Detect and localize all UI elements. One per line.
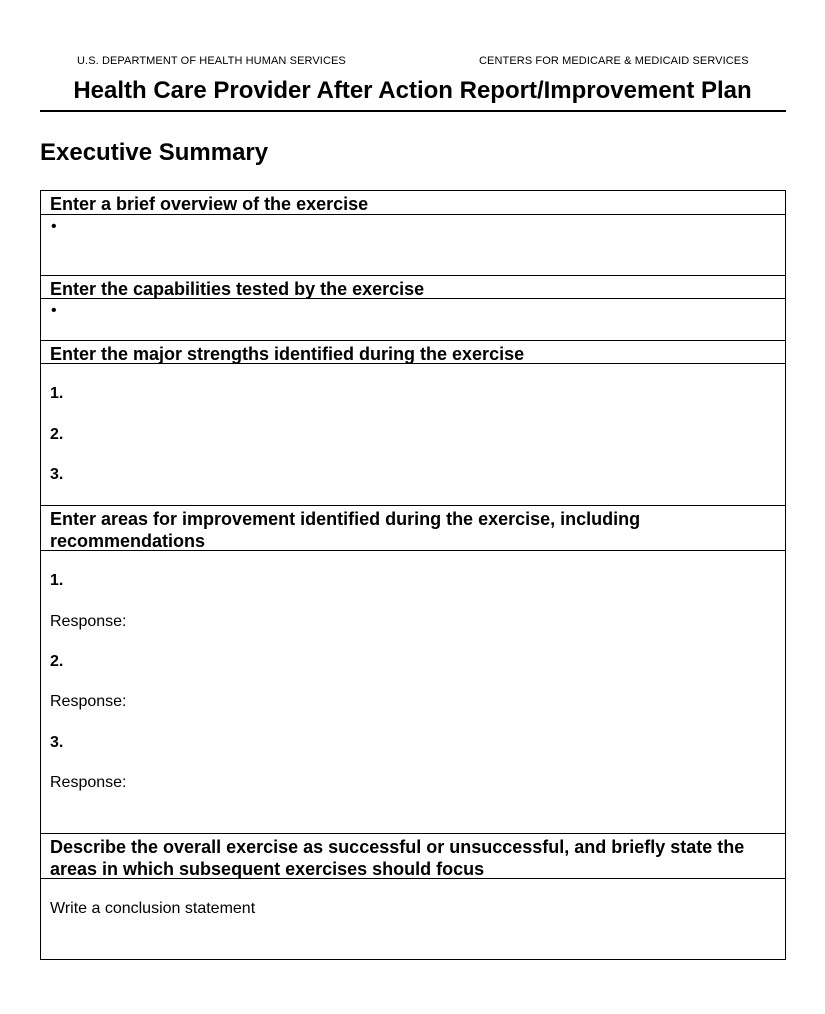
section-title: Executive Summary — [40, 139, 269, 166]
conclusion-entry-field[interactable] — [41, 879, 785, 959]
overview-heading-text: Enter a brief overview of the exercise — [50, 194, 369, 214]
conclusion-placeholder: Write a conclusion statement — [50, 900, 256, 917]
improvement-heading-text: Enter areas for improvement identified during the exercise, including recommendations — [50, 509, 641, 551]
conclusion-heading-text: Describe the overall exercise as successful or unsuccessful, and briefly state the areas in which subsequent exercises should focus — [50, 837, 745, 879]
strength-number-3: 3. — [50, 466, 64, 483]
capabilities-heading — [41, 276, 785, 299]
agency-name-left: U.S. DEPARTMENT OF HEALTH HUMAN SERVICES — [77, 55, 346, 67]
overview-heading — [41, 191, 785, 215]
improvement-number-2: 2. — [50, 653, 64, 670]
improvement-response-3: Response: — [50, 774, 127, 791]
title-divider — [40, 110, 786, 112]
capabilities-heading-text: Enter the capabilities tested by the exercise — [50, 279, 425, 299]
improvement-number-1: 1. — [50, 572, 64, 589]
improvement-response-2: Response: — [50, 693, 127, 710]
improvement-response-1: Response: — [50, 613, 127, 630]
overview-entry-field[interactable] — [41, 215, 785, 276]
capabilities-entry-field[interactable] — [41, 299, 785, 341]
strength-number-2: 2. — [50, 426, 64, 443]
strength-number-1: 1. — [50, 385, 64, 402]
improvement-number-3: 3. — [50, 734, 64, 751]
conclusion-heading — [41, 834, 785, 879]
capabilities-bullet: • — [51, 302, 57, 319]
overview-bullet: • — [51, 218, 57, 235]
document-title: Health Care Provider After Action Report/Improvement Plan — [73, 77, 752, 104]
agency-name-right: CENTERS FOR MEDICARE & MEDICAID SERVICES — [479, 55, 749, 67]
strengths-heading-text: Enter the major strengths identified during the exercise — [50, 344, 525, 364]
strengths-entry-field[interactable] — [41, 364, 785, 506]
improvement-entry-field[interactable] — [41, 551, 785, 834]
improvement-heading — [41, 506, 785, 551]
strengths-heading — [41, 341, 785, 364]
executive-summary-table — [40, 190, 786, 960]
